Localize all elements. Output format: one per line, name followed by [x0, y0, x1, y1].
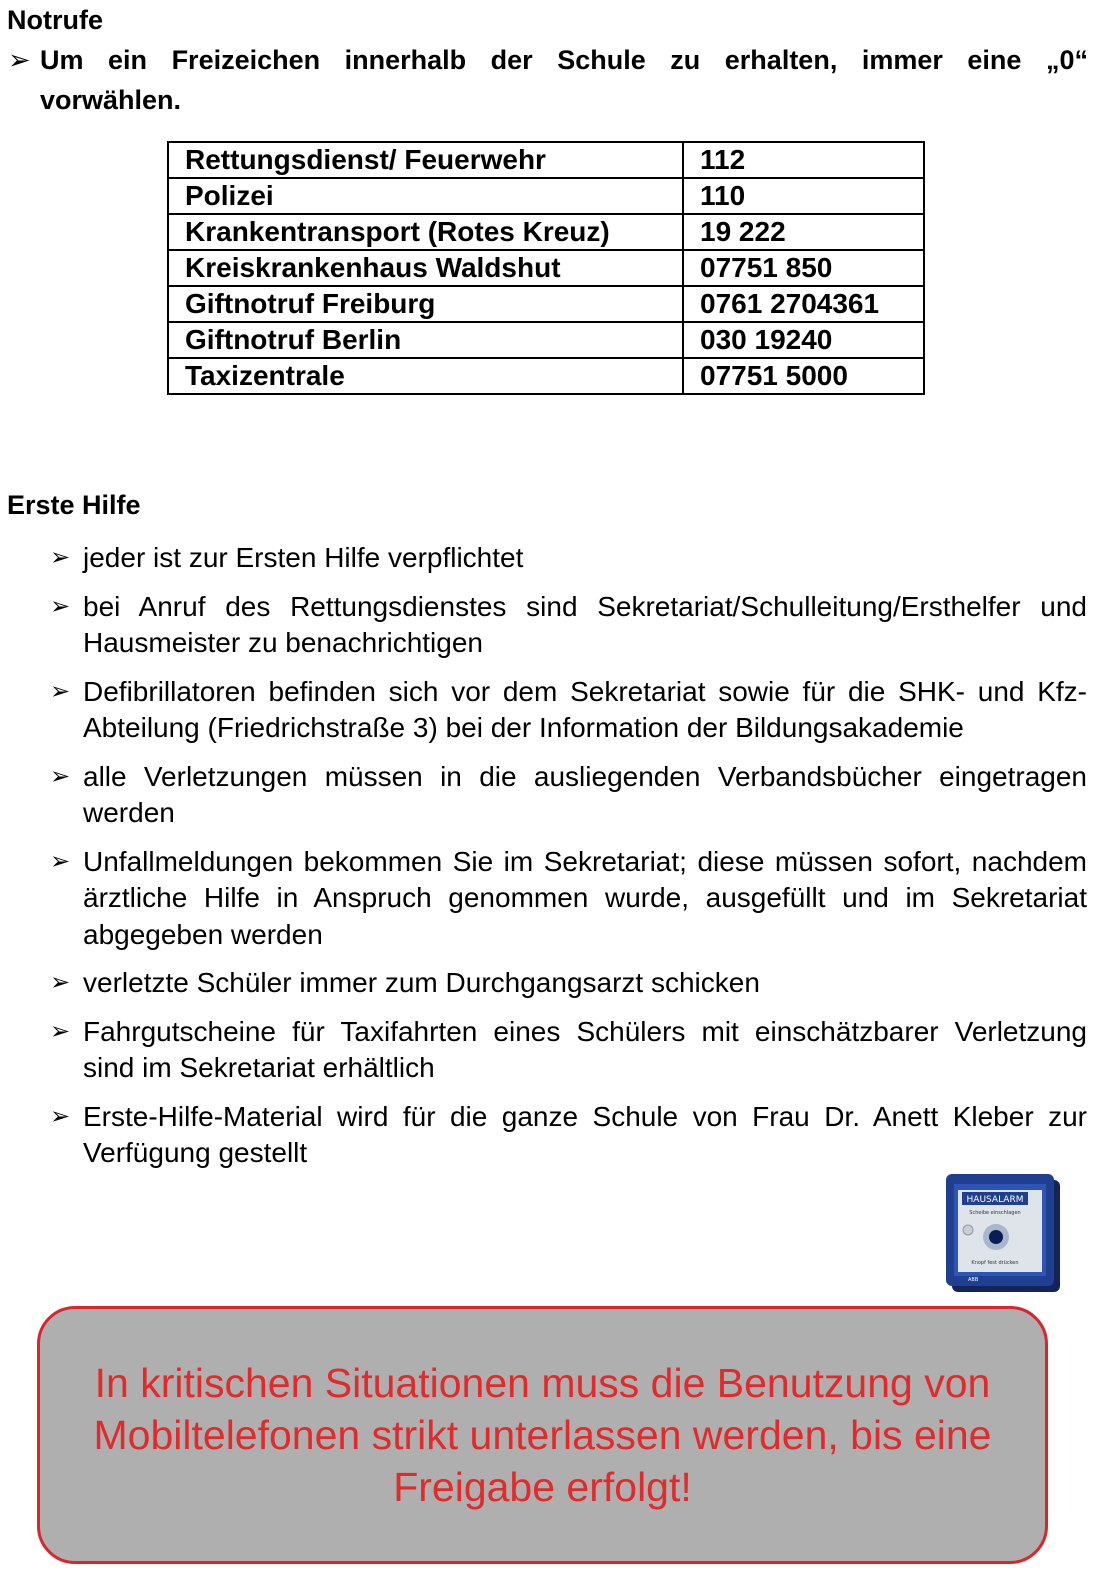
- mobile-phone-warning-box: [37, 1306, 1048, 1564]
- note-word: immer: [861, 45, 943, 75]
- list-item: [50, 965, 1087, 1002]
- emergency-numbers-table: [167, 141, 925, 395]
- contact-name: Krankentransport (Rotes Kreuz): [168, 214, 683, 250]
- contact-name: Giftnotruf Berlin: [168, 322, 683, 358]
- bullet-arrow-icon: ➢: [50, 762, 71, 790]
- note-word: innerhalb: [344, 45, 467, 75]
- contact-number: 07751 5000: [683, 358, 924, 394]
- contact-number: 110: [683, 178, 924, 214]
- contact-row: [168, 178, 924, 214]
- contact-row: [168, 322, 924, 358]
- note-word: erhalten,: [724, 45, 838, 75]
- bullet-arrow-icon: ➢: [50, 544, 71, 571]
- bullet-arrow-icon: ➢: [50, 1017, 71, 1045]
- note-line-1: [40, 40, 1088, 80]
- note-word: Um: [40, 45, 84, 75]
- bullet-arrow-icon: ➢: [50, 969, 71, 996]
- note-line-2: vorwählen.: [40, 85, 182, 115]
- note-word: Freizeichen: [171, 45, 321, 75]
- contact-row: [168, 250, 924, 286]
- note-word: Schule: [557, 45, 646, 75]
- list-item: [50, 589, 1087, 662]
- contact-name: Rettungsdienst/ Feuerwehr: [168, 142, 683, 178]
- house-alarm-image: [944, 1172, 1062, 1292]
- bullet-arrow-icon: ➢: [8, 45, 31, 75]
- alarm-sublabel: Scheibe einschlagen: [969, 1210, 1021, 1216]
- note-word: „0“: [1045, 45, 1088, 75]
- contact-name: Kreiskrankenhaus Waldshut: [168, 250, 683, 286]
- alarm-button: [989, 1230, 1003, 1244]
- bullet-arrow-icon: ➢: [50, 677, 71, 705]
- contact-row: [168, 358, 924, 394]
- list-item-text: Fahrgutscheine für Taxifahrten eines Schülers mit einschätzbarer Verletzung sind im Sekretariat erhältlich: [83, 1015, 1087, 1083]
- contact-number: 112: [683, 142, 924, 178]
- alarm-button-text: Knopf fest drücken: [971, 1260, 1019, 1266]
- alarm-screw: [963, 1225, 973, 1235]
- list-item-text: Defibrillatoren befinden sich vor dem Sekretariat sowie für die SHK- und Kfz-Abteilung (Friedrichstraße 3) bei der Information der Bildungsakademie: [83, 675, 1087, 743]
- list-item-text: bei Anruf des Rettungsdienstes sind Sekretariat/Schulleitung/Ersthelfer und Hausmeister zu benachrichtigen: [83, 590, 1087, 658]
- list-item: [50, 540, 1087, 577]
- contact-number: 19 222: [683, 214, 924, 250]
- list-item: [50, 674, 1087, 747]
- note-word: zu: [670, 45, 701, 75]
- note-word: der: [490, 45, 533, 75]
- list-item-text: alle Verletzungen müssen in die ausliegenden Verbandsbücher eingetragen werden: [83, 760, 1087, 828]
- warning-text: In kritischen Situationen muss die Benutzung von Mobiltelefonen strikt unterlassen werden, bis eine Freigabe erfolgt!: [93, 1360, 992, 1510]
- contact-row: [168, 142, 924, 178]
- contact-number: 07751 850: [683, 250, 924, 286]
- note-word: eine: [967, 45, 1022, 75]
- alarm-label: HAUSALARM: [966, 1195, 1024, 1205]
- notrufe-heading: Notrufe: [7, 5, 103, 35]
- contact-number: 0761 2704361: [683, 286, 924, 322]
- first-aid-list: [50, 540, 1087, 1184]
- list-item-text: Unfallmeldungen bekommen Sie im Sekretariat; diese müssen sofort, nachdem ärztliche Hilfe in Anspruch genommen wurde, ausgefüllt und im Sekretariat abgegeben werden: [83, 845, 1087, 950]
- list-item: [50, 1014, 1087, 1087]
- list-item: [50, 1099, 1087, 1172]
- list-item: [50, 844, 1087, 954]
- contact-name: Giftnotruf Freiburg: [168, 286, 683, 322]
- list-item-text: jeder ist zur Ersten Hilfe verpflichtet: [83, 542, 524, 573]
- contact-number: 030 19240: [683, 322, 924, 358]
- note-word: ein: [108, 45, 148, 75]
- erste-hilfe-heading: Erste Hilfe: [7, 490, 141, 520]
- bullet-arrow-icon: ➢: [50, 1102, 71, 1130]
- list-item-text: Erste-Hilfe-Material wird für die ganze Schule von Frau Dr. Anett Kleber zur Verfügung gestellt: [83, 1100, 1087, 1168]
- contact-name: Polizei: [168, 178, 683, 214]
- bullet-arrow-icon: ➢: [50, 847, 71, 875]
- contact-row: [168, 214, 924, 250]
- alarm-brand: ABB: [968, 1277, 979, 1283]
- bullet-arrow-icon: ➢: [50, 592, 71, 620]
- list-item-text: verletzte Schüler immer zum Durchgangsarzt schicken: [83, 967, 760, 998]
- contact-row: [168, 286, 924, 322]
- list-item: [50, 759, 1087, 832]
- contact-name: Taxizentrale: [168, 358, 683, 394]
